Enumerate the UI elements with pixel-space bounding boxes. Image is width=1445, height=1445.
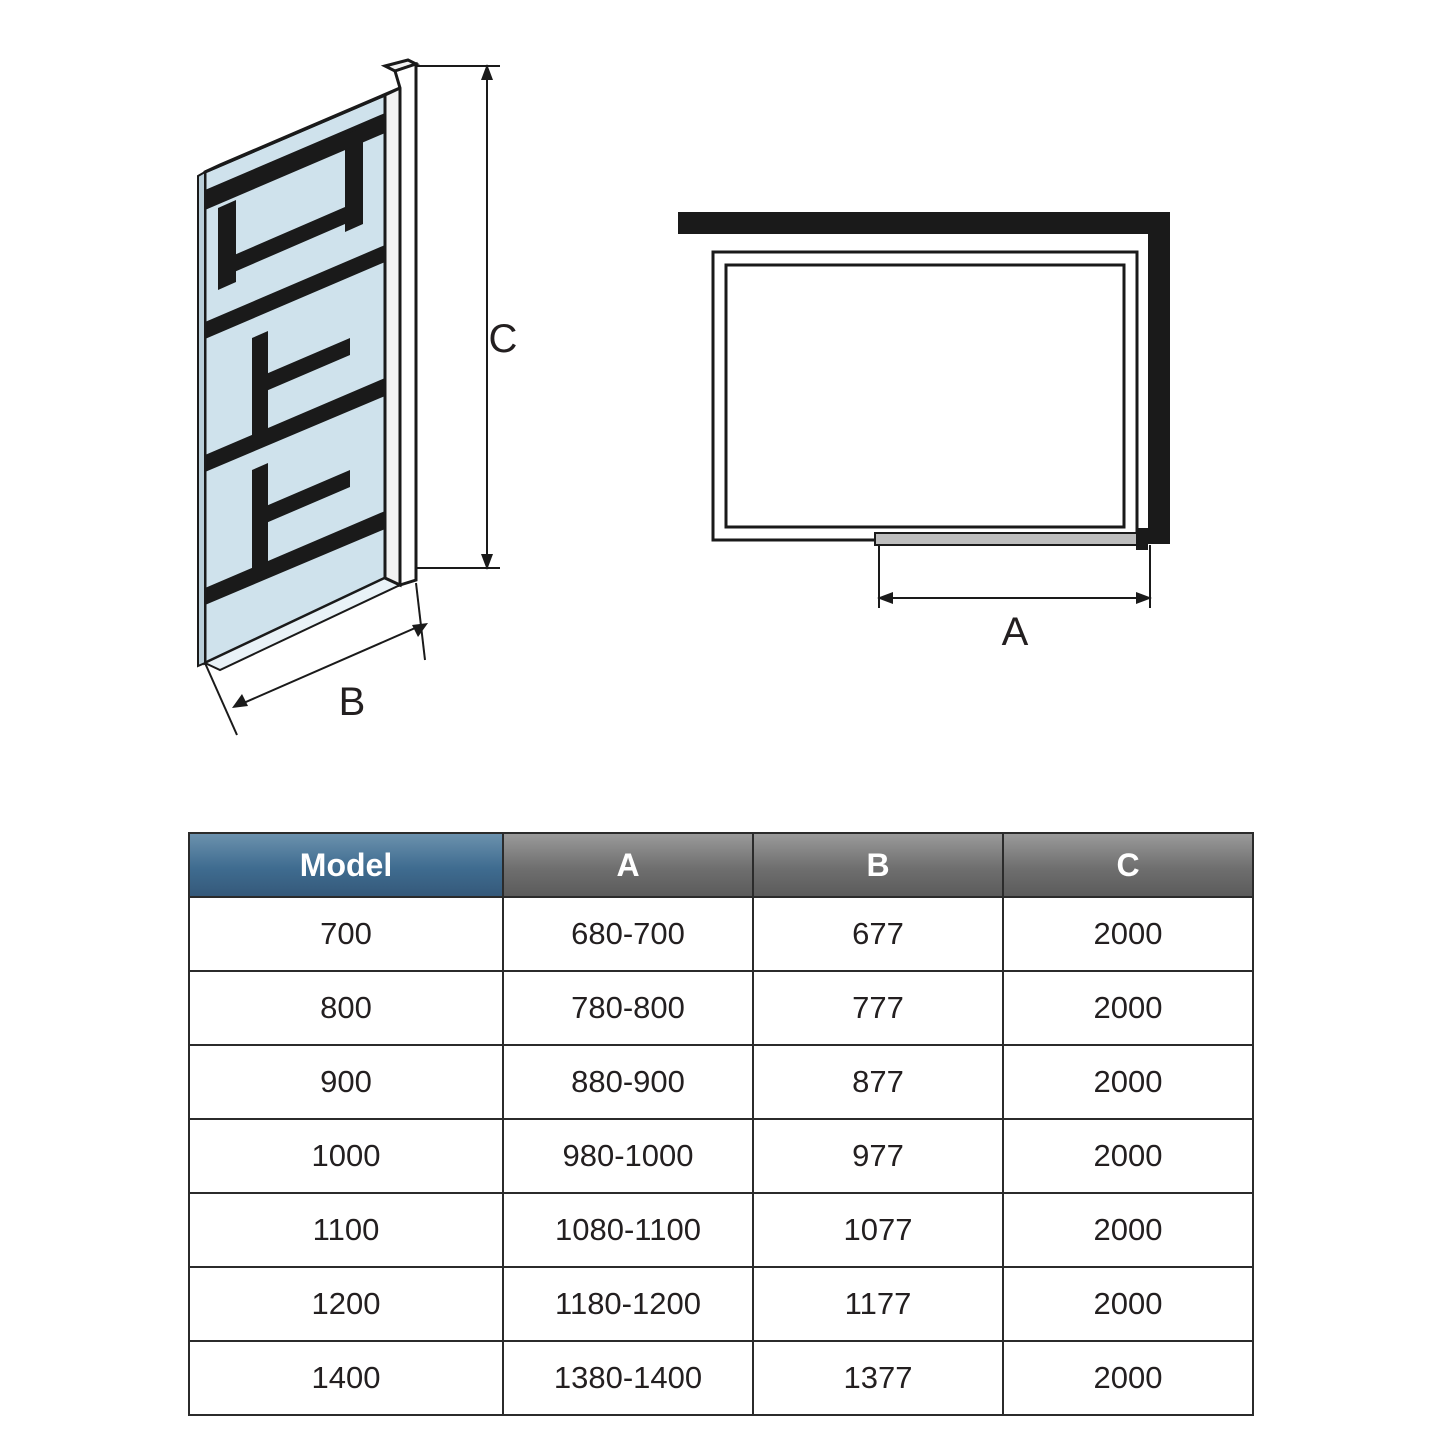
cell-model: 800 [189,971,503,1045]
wall-profile-plan [1136,528,1148,550]
cell-a: 980-1000 [503,1119,753,1193]
cell-b: 777 [753,971,1003,1045]
dimension-a [879,545,1150,608]
cell-b: 677 [753,897,1003,971]
spec-table [188,832,1254,1416]
cell-a: 1180-1200 [503,1267,753,1341]
cell-a: 880-900 [503,1045,753,1119]
table-row [189,1119,1253,1193]
table-row [189,1267,1253,1341]
cell-b: 977 [753,1119,1003,1193]
cell-b: 1377 [753,1341,1003,1415]
dimension-b-arrow-left [232,694,248,708]
shower-tray-inner [726,265,1124,527]
cell-b: 1177 [753,1267,1003,1341]
dimension-b-label: B [338,680,366,724]
cell-b: 877 [753,1045,1003,1119]
cell-a: 780-800 [503,971,753,1045]
table-row [189,1045,1253,1119]
table-header-row [189,833,1253,897]
cell-c: 2000 [1003,1119,1253,1193]
table-row [189,1341,1253,1415]
table-row [189,897,1253,971]
cell-a: 680-700 [503,897,753,971]
dimension-c-label: C [488,317,518,361]
cell-c: 2000 [1003,1045,1253,1119]
cell-c: 2000 [1003,971,1253,1045]
wall-right [1148,212,1170,544]
cell-a: 1380-1400 [503,1341,753,1415]
plan-view [678,212,1170,654]
spec-table-wrap [188,832,1254,1416]
table-row [189,1193,1253,1267]
glass-screen-plan [875,533,1147,545]
table-header-c: C [1003,833,1253,897]
cell-model: 1100 [189,1193,503,1267]
cell-model: 700 [189,897,503,971]
cell-a: 1080-1100 [503,1193,753,1267]
cell-c: 2000 [1003,897,1253,971]
cell-c: 2000 [1003,1267,1253,1341]
glass-left-edge [198,172,205,666]
cell-c: 2000 [1003,1341,1253,1415]
cell-model: 900 [189,1045,503,1119]
cell-model: 1200 [189,1267,503,1341]
wall-top [678,212,1170,234]
cell-model: 1000 [189,1119,503,1193]
cell-b: 1077 [753,1193,1003,1267]
table-header-b: B [753,833,1003,897]
cell-model: 1400 [189,1341,503,1415]
vertical-profile [385,88,400,585]
table-header-a: A [503,833,753,897]
table-header-model: Model [189,833,503,897]
dimension-b-arrow-right [412,623,428,637]
perspective-view [198,60,517,735]
table-row [189,971,1253,1045]
dimension-a-label: A [1001,610,1029,654]
cell-c: 2000 [1003,1193,1253,1267]
dimension-c [416,66,500,568]
